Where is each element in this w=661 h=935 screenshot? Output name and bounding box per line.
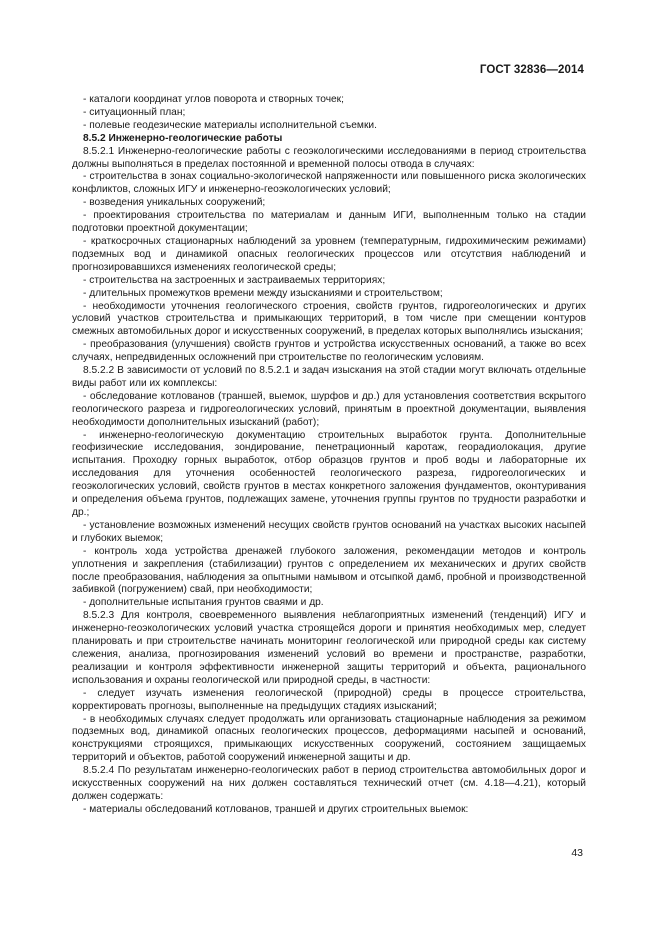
paragraph: 8.5.2.3 Для контроля, своевременного выявления неблагоприятных изменений (тенденций) ИГУ и инженерно-геоэкологических условий участка строящейся дороги и принятия необходимых мер, следует планировать и при строительстве начинать мониторинг геологической или природной среды как систему слежения, анализа, прогнозирования изменений условий во времени и пространстве, разработки, реализации и контроля эффективности инженерной защиты территорий и объекта, рационального использования и охраны геологической или природной среды, в частности: — [72, 610, 586, 686]
paragraph: 8.5.2.2 В зависимости от условий по 8.5.2.1 и задач изыскания на этой стадии могут включать отдельные виды работ или их комплексы: — [72, 365, 586, 389]
paragraph: - строительства на застроенных и застраиваемых территориях; — [83, 274, 386, 286]
paragraph: - краткосрочных стационарных наблюдений за уровнем (температурным, гидрохимическим режимами) подземных вод и динамикой опасных геологических процессов или отсутствия наблюдений и прогнозировавшихся изменениях геологической среды; — [72, 235, 586, 273]
paragraph: - строительства в зонах социально-экологической напряженности или повышенного риска экологических конфликтов, сложных ИГУ и инженерно-геоэкологических условий; — [72, 171, 586, 196]
paragraph: - необходимости уточнения геологического строения, свойств грунтов, гидрогеологических и других условий участков строительства и примыкающих территорий, в том числе при смещении контуров смежных автомобильных дорог и искусственных сооружений, в пределах которых выполнялись изыскания; — [72, 300, 586, 338]
paragraph: - контроль хода устройства дренажей глубокого заложения, рекомендации методов и контроль уплотнения и закрепления (стабилизации) грунтов с определением их механических и других свойств после преобразования, наблюдения за опытными намывом и отсыпкой дамб, пробной и производственной забивкой (погружением) свай, при необходимости; — [72, 545, 586, 596]
standard-header: ГОСТ 32836—2014 — [479, 64, 584, 76]
paragraph: - проектирования строительства по материалам и данным ИГИ, выполненным только на стадии подготовки проектной документации; — [72, 210, 586, 235]
paragraph: - длительных промежутков времени между изысканиями и строительством; — [83, 287, 443, 299]
paragraph: - инженерно-геологическую документацию строительных выработок грунта. Дополнительные геофизические исследования, зондирование, пенетрационный каротаж, георадиолокация, другие испытания. Проходку горных выработок, отбор образцов грунтов и проб воды и лабораторные их исследования для уточнения особенностей геологического разреза, гидрогеологических и геоэкологических условий, свойств грунтов в местах конкретного заложения фундаментов, оконтуривания и определения объема грунтов, подлежащих замене, уточнения группы грунтов по трудности разработки и др.; — [72, 429, 586, 518]
paragraph: - каталоги координат углов поворота и створных точек; — [83, 94, 344, 105]
paragraph: - обследование котлованов (траншей, выемок, шурфов и др.) для установления соответствия вскрытого геологического разреза и гидрогеологических условий, принятым в проектной документации, выявления необходимости дополнительных изысканий (работ); — [72, 390, 586, 428]
paragraph: - полевые геодезические материалы исполнительной съемки. — [83, 119, 377, 131]
paragraph: - в необходимых случаях следует продолжать или организовать стационарные наблюдения за режимом подземных вод, динамикой опасных геологических процессов, деформациями насыпей и оснований, конструкциями строящихся, примыкающих искусственных сооружений, состоянием защищаемых территорий и объектов, работой сооружений инженерной защиты и др. — [72, 713, 586, 764]
page-number: 43 — [571, 847, 583, 859]
section-heading: 8.5.2 Инженерно-геологические работы — [83, 132, 283, 144]
paragraph: 8.5.2.1 Инженерно-геологические работы с геоэкологическими исследованиями в период строительства должны выполняться в пределах постоянной и временной полосы отвода в случаях: — [72, 145, 586, 170]
body-text — [72, 94, 586, 817]
paragraph: - следует изучать изменения геологической (природной) среды в процессе строительства, корректировать прогнозы, выполненные на предыдущих стадиях изысканий; — [72, 687, 586, 712]
paragraph: - преобразования (улучшения) свойств грунтов и устройства искусственных оснований, а также во всех случаях, непредвиденных осложнений при строительстве по геологическим условиям. — [72, 339, 586, 364]
paragraph: - возведения уникальных сооружений; — [83, 197, 266, 209]
paragraph: - материалы обследований котлованов, траншей и других строительных выемок: — [83, 803, 469, 815]
paragraph: - установление возможных изменений несущих свойств грунтов оснований на участках высоких насыпей и глубоких выемок; — [72, 519, 586, 544]
paragraph: 8.5.2.4 По результатам инженерно-геологических работ в период строительства автомобильных дорог и искусственных сооружений на них должен составляться технический отчет (см. 4.18—4.21), который должен содержать: — [72, 765, 586, 802]
paragraph: - ситуационный план; — [83, 106, 186, 118]
paragraph: - дополнительные испытания грунтов сваями и др. — [83, 597, 324, 609]
